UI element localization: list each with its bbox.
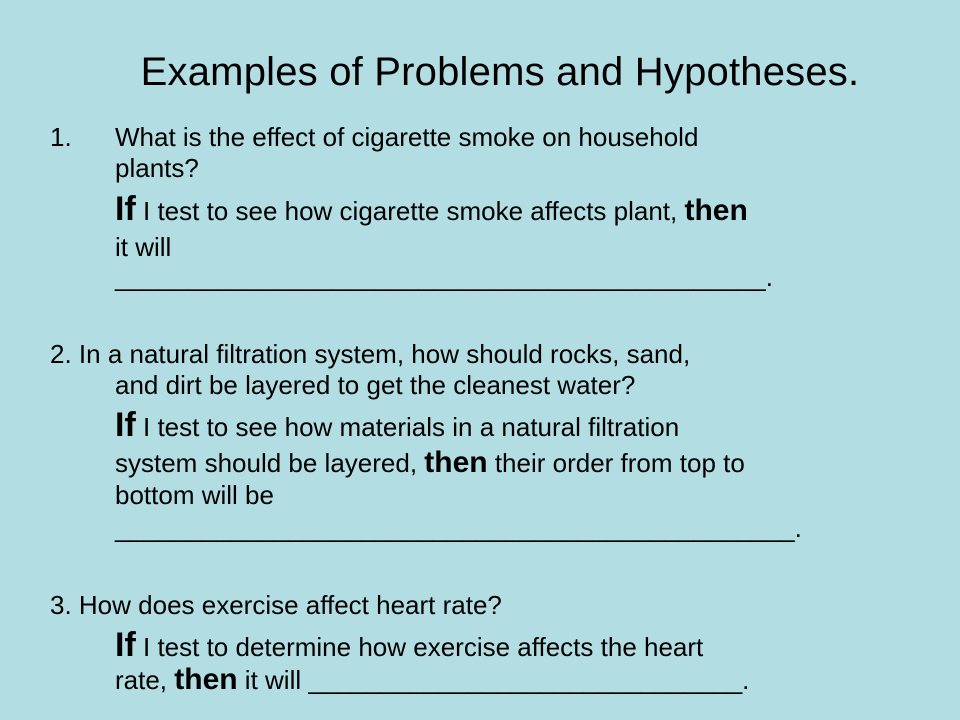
item-2-question-line-2: and dirt be layered to get the cleanest water? [115,370,636,400]
then-keyword: then [684,194,748,227]
item-1-hypothesis-line-1 [115,190,748,228]
item-3-question: 3. How does exercise affect heart rate? [50,590,502,620]
item-2-hypothesis-line-3: bottom will be [115,480,274,510]
hypothesis-text: I test to determine how exercise affects the heart [135,632,704,662]
item-3-answer-blank: ______________________________. [308,665,750,695]
hypothesis-text: system should be layered, [115,448,425,478]
slide-title: Examples of Problems and Hypotheses. [140,50,860,94]
item-1-hypothesis-line-2: it will [115,232,172,262]
hypothesis-text: I test to see how cigarette smoke affects plant, [135,196,685,226]
item-2-hypothesis-line-2 [115,447,745,479]
item-3-hypothesis-line-1 [115,626,704,664]
item-3-hypothesis-line-2 [115,664,749,696]
then-keyword: then [174,663,238,696]
item-1-number: 1. [50,122,72,152]
item-2-hypothesis-line-1 [115,406,680,444]
hypothesis-text: rate, [115,665,175,695]
if-keyword: If [115,190,136,228]
then-keyword: then [424,446,488,479]
item-2-question-line-1: 2. In a natural filtration system, how should rocks, sand, [50,339,691,369]
if-keyword: If [115,406,136,444]
item-1-question-line-1: What is the effect of cigarette smoke on household [115,122,699,152]
item-2-answer-blank: _______________________________________________. [115,513,802,543]
item-1-question-line-2: plants? [115,153,199,183]
hypothesis-text: it will [237,665,309,695]
item-1-answer-blank: _____________________________________________. [115,262,773,292]
hypothesis-text: their order from top to [487,448,745,478]
hypothesis-text: I test to see how materials in a natural filtration [135,412,680,442]
if-keyword: If [115,626,136,664]
